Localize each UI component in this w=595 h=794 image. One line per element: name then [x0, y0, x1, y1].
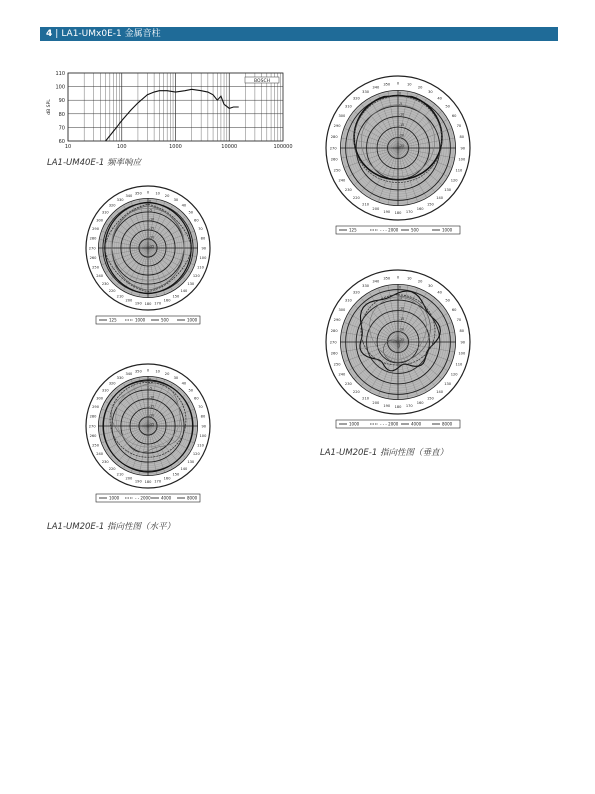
- header-bar: [40, 27, 558, 41]
- y-axis-label: dB SPL: [47, 99, 52, 115]
- angle-label: 300: [338, 113, 346, 118]
- legend-label: - - - 2000: [380, 227, 399, 233]
- angle-label: 250: [333, 168, 341, 173]
- x-tick-label: 10000: [221, 144, 238, 150]
- y-tick-label: 90: [58, 98, 65, 105]
- page-number: 4: [46, 29, 53, 39]
- angle-label: 130: [444, 187, 452, 192]
- angle-label: 320: [352, 290, 360, 295]
- angle-label: 220: [352, 195, 360, 200]
- angle-label: 330: [116, 197, 124, 202]
- angle-label: 350: [383, 82, 391, 87]
- angle-label: 20: [417, 85, 423, 90]
- ring-label: -15: [399, 122, 405, 127]
- ring-label: -10: [399, 306, 405, 311]
- angle-label: 150: [426, 202, 434, 207]
- angle-label: 260: [330, 351, 338, 356]
- angle-label: 300: [96, 396, 104, 401]
- ring-label: -25: [399, 337, 405, 342]
- angle-label: 180: [394, 405, 402, 410]
- angle-label: 190: [383, 404, 391, 409]
- ring-label: -25: [399, 143, 405, 148]
- angle-label: 70: [198, 227, 203, 232]
- angle-label: 270: [329, 146, 337, 151]
- legend-label: 500: [161, 317, 169, 323]
- angle-label: 200: [372, 401, 380, 406]
- legend-label: 8000: [187, 495, 198, 501]
- x-tick-label: 10: [64, 144, 72, 150]
- legend-label: - - 2000: [135, 495, 151, 501]
- angle-label: 260: [330, 157, 338, 162]
- angle-label: 120: [450, 178, 458, 183]
- angle-label: 160: [416, 207, 424, 212]
- x-tick-label: 100000: [273, 144, 293, 150]
- angle-label: 160: [416, 401, 424, 406]
- frequency-response-chart: [40, 68, 293, 153]
- angle-label: 130: [444, 381, 452, 386]
- angle-label: 150: [426, 396, 434, 401]
- angle-label: 140: [180, 467, 188, 472]
- angle-label: 190: [134, 301, 142, 306]
- angle-label: 200: [372, 207, 380, 212]
- angle-label: 90: [460, 340, 466, 345]
- angle-label: 110: [197, 265, 204, 270]
- angle-label: 340: [125, 371, 133, 376]
- angle-label: 160: [163, 298, 171, 303]
- angle-label: 230: [344, 187, 352, 192]
- legend-label: 125: [349, 227, 357, 233]
- angle-label: 280: [330, 329, 338, 334]
- angle-label: 220: [352, 389, 360, 394]
- angle-label: 20: [417, 279, 423, 284]
- angle-label: 260: [89, 433, 97, 438]
- angle-label: 240: [96, 274, 104, 279]
- legend-label: 4000: [411, 421, 422, 427]
- legend-label: 1000: [109, 495, 120, 501]
- legend-label: 1000: [349, 421, 360, 427]
- angle-label: 320: [352, 96, 360, 101]
- angle-label: 40: [181, 203, 187, 208]
- ring-label: 0: [399, 285, 402, 290]
- angle-label: 310: [101, 388, 109, 393]
- polar-plot-um20-horizontal: [78, 363, 218, 518]
- legend-label: 1000: [135, 317, 146, 323]
- angle-label: 340: [372, 279, 380, 284]
- frequency-response-caption: LA1-UM40E-1 频率响应: [47, 158, 141, 168]
- angle-label: 320: [108, 381, 116, 386]
- angle-label: 290: [333, 318, 341, 323]
- ring-label: -20: [149, 235, 155, 240]
- ring-label: -5: [399, 295, 403, 300]
- y-tick-label: 100: [55, 84, 65, 91]
- angle-label: 40: [437, 290, 442, 295]
- angle-label: 90: [201, 424, 207, 429]
- angle-label: 230: [344, 381, 352, 386]
- angle-label: 40: [437, 96, 442, 101]
- angle-label: 210: [362, 202, 370, 207]
- ring-label: 0: [149, 199, 152, 204]
- angle-label: 340: [125, 193, 133, 198]
- angle-label: 170: [154, 479, 162, 484]
- angle-label: 50: [445, 104, 450, 109]
- angle-label: 140: [436, 195, 444, 200]
- angle-label: 110: [455, 168, 463, 173]
- angle-label: 0: [146, 368, 150, 373]
- angle-label: 230: [101, 460, 109, 465]
- angle-label: 270: [329, 340, 337, 345]
- angle-label: 40: [181, 381, 187, 386]
- polar-um20-horizontal-caption: LA1-UM20E-1 指向性图（水平）: [47, 522, 175, 532]
- angle-label: 190: [134, 479, 142, 484]
- angle-label: 170: [154, 301, 162, 306]
- angle-label: 170: [405, 210, 413, 215]
- document-title: LA1-UMx0E-1 金属音柱: [61, 29, 161, 39]
- angle-label: 220: [108, 289, 116, 294]
- angle-label: 330: [362, 284, 370, 289]
- polar-um20-vertical-caption: LA1-UM20E-1 指向性图（垂直）: [320, 448, 448, 458]
- ring-label: -5: [149, 386, 153, 391]
- angle-label: 320: [108, 203, 116, 208]
- angle-label: 100: [199, 433, 207, 438]
- angle-label: 30: [173, 197, 179, 202]
- legend-label: 500: [411, 227, 419, 233]
- angle-label: 350: [383, 276, 391, 281]
- legend-label: 4000: [161, 495, 172, 501]
- angle-label: 80: [200, 236, 206, 241]
- angle-label: 310: [344, 298, 352, 303]
- angle-label: 350: [134, 369, 142, 374]
- angle-label: 30: [173, 375, 179, 380]
- ring-label: -25: [149, 422, 155, 427]
- angle-label: 230: [101, 282, 109, 287]
- angle-label: 30: [428, 90, 433, 95]
- angle-label: 190: [383, 210, 391, 215]
- angle-label: 130: [187, 282, 195, 287]
- angle-label: 50: [188, 210, 194, 215]
- polar-plot-um40-horizontal: [78, 175, 218, 340]
- ring-label: -10: [149, 395, 155, 400]
- angle-label: 140: [436, 389, 444, 394]
- angle-label: 290: [333, 124, 341, 129]
- ring-label: -25: [149, 244, 155, 249]
- angle-label: 0: [396, 275, 400, 280]
- x-tick-label: 100: [116, 144, 127, 150]
- y-tick-label: 110: [55, 71, 65, 77]
- x-tick-label: 1000: [169, 144, 182, 150]
- ring-label: -5: [149, 208, 153, 213]
- angle-label: 350: [134, 191, 142, 196]
- angle-label: 140: [180, 289, 188, 294]
- ring-label: -15: [149, 226, 155, 231]
- angle-label: 240: [96, 452, 104, 457]
- ring-label: -15: [149, 404, 155, 409]
- angle-label: 80: [200, 414, 206, 419]
- angle-label: 240: [338, 372, 346, 377]
- angle-label: 120: [450, 372, 458, 377]
- y-tick-label: 70: [58, 125, 65, 132]
- angle-label: 340: [372, 85, 380, 90]
- angle-label: 120: [192, 452, 200, 457]
- angle-label: 250: [92, 265, 99, 270]
- angle-label: 60: [451, 307, 457, 312]
- angle-label: 180: [144, 480, 152, 485]
- header-separator: |: [55, 29, 59, 39]
- angle-label: 110: [197, 443, 204, 448]
- angle-label: 160: [163, 476, 171, 481]
- angle-label: 10: [406, 82, 412, 87]
- angle-label: 90: [201, 246, 207, 251]
- angle-label: 200: [125, 476, 133, 481]
- ring-label: 0: [399, 91, 402, 96]
- angle-label: 210: [362, 396, 370, 401]
- angle-label: 60: [194, 218, 199, 223]
- legend-label: 125: [109, 317, 117, 323]
- legend-label: 8000: [442, 421, 453, 427]
- angle-label: 70: [198, 405, 203, 410]
- ring-label: -5: [399, 101, 403, 106]
- angle-label: 20: [164, 371, 170, 376]
- angle-label: 180: [144, 302, 152, 307]
- angle-label: 290: [92, 227, 99, 232]
- legend-label: 1000: [187, 317, 198, 323]
- legend-label: - - - 2000: [380, 421, 399, 427]
- angle-label: 270: [88, 424, 96, 429]
- angle-label: 10: [155, 369, 160, 374]
- angle-label: 210: [116, 472, 124, 477]
- angle-label: 0: [396, 81, 400, 86]
- angle-label: 90: [460, 146, 466, 151]
- angle-label: 250: [333, 362, 341, 367]
- ring-label: -10: [149, 217, 155, 222]
- angle-label: 120: [192, 274, 200, 279]
- angle-label: 10: [155, 191, 160, 196]
- angle-label: 210: [116, 294, 124, 299]
- ring-label: -20: [149, 413, 155, 418]
- angle-label: 20: [164, 193, 170, 198]
- angle-label: 100: [458, 351, 466, 356]
- angle-label: 80: [459, 329, 465, 334]
- angle-label: 280: [89, 414, 97, 419]
- legend-label: 1000: [442, 227, 453, 233]
- angle-label: 310: [101, 210, 109, 215]
- angle-label: 330: [116, 375, 124, 380]
- ring-label: -15: [399, 316, 405, 321]
- angle-label: 50: [445, 298, 450, 303]
- angle-label: 70: [456, 124, 462, 129]
- angle-label: 280: [89, 236, 97, 241]
- angle-label: 310: [344, 104, 352, 109]
- angle-label: 220: [108, 467, 116, 472]
- ring-label: 0: [149, 377, 152, 382]
- angle-label: 10: [406, 276, 412, 281]
- angle-label: 300: [338, 307, 346, 312]
- angle-label: 100: [458, 157, 466, 162]
- polar-plot-um20-vertical: [318, 262, 478, 442]
- angle-label: 60: [194, 396, 199, 401]
- angle-label: 30: [428, 284, 433, 289]
- angle-label: 50: [188, 388, 194, 393]
- angle-label: 260: [89, 255, 97, 260]
- angle-label: 110: [455, 362, 463, 367]
- angle-label: 0: [146, 190, 150, 195]
- ring-label: -20: [399, 133, 405, 138]
- polar-plot-um40-vertical: [318, 68, 478, 246]
- angle-label: 130: [187, 460, 195, 465]
- angle-label: 280: [330, 135, 338, 140]
- y-tick-label: 60: [58, 139, 65, 145]
- angle-label: 250: [92, 443, 99, 448]
- angle-label: 290: [92, 405, 99, 410]
- angle-label: 150: [172, 294, 180, 299]
- angle-label: 240: [338, 178, 346, 183]
- angle-label: 200: [125, 298, 133, 303]
- angle-label: 180: [394, 211, 402, 216]
- angle-label: 80: [459, 135, 465, 140]
- angle-label: 270: [88, 246, 96, 251]
- y-tick-label: 80: [58, 111, 65, 118]
- ring-label: -10: [399, 112, 405, 117]
- angle-label: 70: [456, 318, 462, 323]
- ring-label: -20: [399, 327, 405, 332]
- angle-label: 100: [199, 255, 207, 260]
- angle-label: 300: [96, 218, 104, 223]
- angle-label: 170: [405, 404, 413, 409]
- angle-label: 330: [362, 90, 370, 95]
- angle-label: 60: [451, 113, 457, 118]
- logo-text: BOSCH: [254, 79, 270, 84]
- angle-label: 150: [172, 472, 180, 477]
